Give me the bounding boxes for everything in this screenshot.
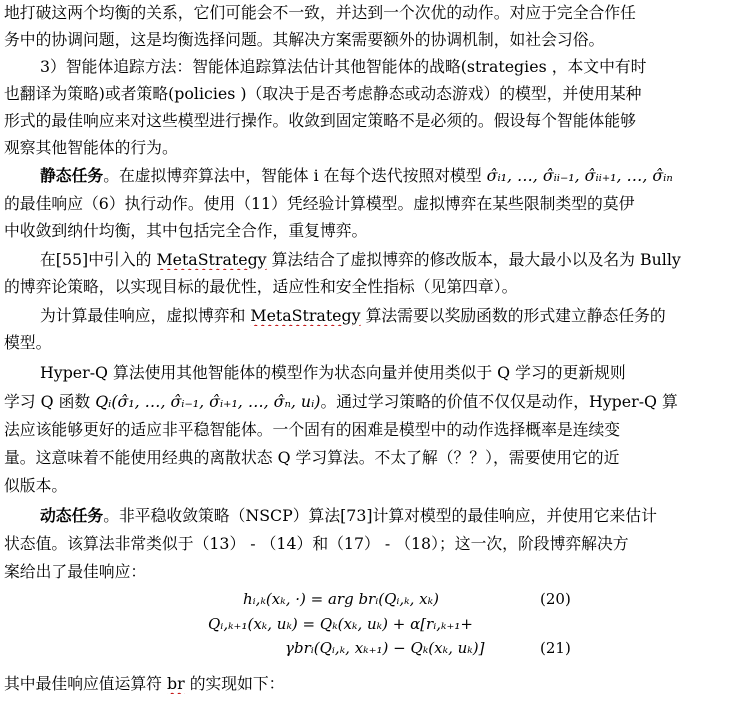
text-line: 的博弈论策略，以实现目标的最优性，适应性和安全性指标（见第四章）。 bbox=[4, 277, 518, 296]
equation-21-line2: γbrᵢ(Qᵢ,ₖ, xₖ₊₁) − Qₖ(xₖ, uₖ)] bbox=[285, 639, 485, 657]
q-function-expression: Qᵢ(σ̂₁, …, σ̂ᵢ₋₁, σ̂ᵢ₊₁, …, σ̂ₙ, uᵢ) bbox=[95, 392, 321, 411]
best-response-text: 为计算最佳响应，虚拟博弈和 bbox=[40, 306, 251, 325]
text-line: 法应该能够更好的适应非平稳智能体。一个固有的困难是模型中的动作选择概率是连续变 bbox=[4, 420, 621, 439]
text-line: 地打破这两个均衡的关系，它们可能会不一致，并达到一个次优的动作。对应于完全合作任 bbox=[4, 3, 636, 22]
text-line: 中收敛到纳什均衡，其中包括完全合作，重复博弈。 bbox=[4, 221, 368, 240]
hyperq-qfunction-line bbox=[4, 392, 749, 412]
metastrategy-term: MetaStrategy bbox=[250, 306, 361, 325]
dynamic-task-text: 。非平稳收敛策略（NSCP）算法[73]计算对模型的最佳响应，并使用它来估计 bbox=[103, 506, 657, 525]
static-task-heading: 静态任务 bbox=[40, 166, 104, 185]
text-line: 似版本。 bbox=[4, 476, 68, 495]
metastrategy-paragraph-start bbox=[40, 250, 749, 270]
br-text: 其中最佳响应值运算符 bbox=[4, 674, 167, 693]
text-line: 观察其他智能体的行为。 bbox=[4, 138, 178, 157]
metastrategy-text: 算法结合了虚拟博弈的修改版本，最大最小以及名为 Bully bbox=[266, 250, 681, 269]
best-response-paragraph-start bbox=[40, 306, 749, 326]
br-text: 的实现如下： bbox=[184, 674, 285, 693]
text-line: 量。这意味着不能使用经典的离散状态 Q 学习算法。不太了解（？？），需要使用它的近 bbox=[4, 448, 620, 467]
text-line: 的最佳响应（6）执行动作。使用（11）凭经验计算模型。虚拟博弈在某些限制类型的莫伊 bbox=[4, 194, 635, 213]
text-line: 3）智能体追踪方法：智能体追踪算法估计其他智能体的战略(strategies ，本文中有时 bbox=[40, 57, 647, 76]
text-line: 形式的最佳响应来对这些模型进行操作。收敛到固定策略不是必须的。假设每个智能体能够 bbox=[4, 111, 636, 130]
text-line: Hyper-Q 算法使用其他智能体的模型作为状态向量并使用类似于 Q 学习的更新规则 bbox=[40, 363, 626, 382]
text-line: 也翻译为策略)或者策略(policies )（取决于是否考虑静态或动态游戏）的模型，并使用某种 bbox=[4, 84, 642, 103]
dynamic-task-heading: 动态任务 bbox=[40, 506, 104, 525]
equation-number-20: (20) bbox=[540, 590, 571, 608]
text-line: 务中的协调问题，这是均衡选择问题。其解决方案需要额外的协调机制，如社会习俗。 bbox=[4, 30, 605, 49]
equation-20: hᵢ,ₖ(xₖ, ·) = arg brᵢ(Qᵢ,ₖ, xₖ) bbox=[243, 590, 439, 608]
text-line: 案给出了最佳响应： bbox=[4, 562, 147, 581]
model-expression: σ̂ᵢ₁, …, σ̂ᵢᵢ₋₁, σ̂ᵢᵢ₊₁, …, σ̂ᵢₙ bbox=[486, 166, 673, 185]
br-operator-line bbox=[4, 674, 749, 694]
static-task-text: 。在虚拟博弈算法中，智能体 i 在每个迭代按照对模型 bbox=[103, 166, 487, 185]
br-term: br bbox=[167, 674, 185, 693]
metastrategy-term: MetaStrategy bbox=[156, 250, 267, 269]
equation-number-21: (21) bbox=[540, 639, 571, 657]
text-line: 模型。 bbox=[4, 333, 52, 352]
equation-21-line1: Qᵢ,ₖ₊₁(xₖ, uₖ) = Qₖ(xₖ, uₖ) + α[rᵢ,ₖ₊₁+ bbox=[208, 615, 473, 633]
text-line: 状态值。该算法非常类似于（13） - （14）和（17） - （18）；这一次，阶段博弈解决方 bbox=[4, 534, 629, 553]
hyperq-text: 学习 Q 函数 bbox=[4, 392, 96, 411]
metastrategy-text: 在[55]中引入的 bbox=[40, 250, 157, 269]
hyperq-text: 。通过学习策略的价值不仅仅是动作，Hyper-Q 算 bbox=[320, 392, 678, 411]
dynamic-task-paragraph-start bbox=[40, 506, 749, 526]
static-task-paragraph-start bbox=[40, 166, 749, 186]
best-response-text: 算法需要以奖励函数的形式建立静态任务的 bbox=[360, 306, 666, 325]
